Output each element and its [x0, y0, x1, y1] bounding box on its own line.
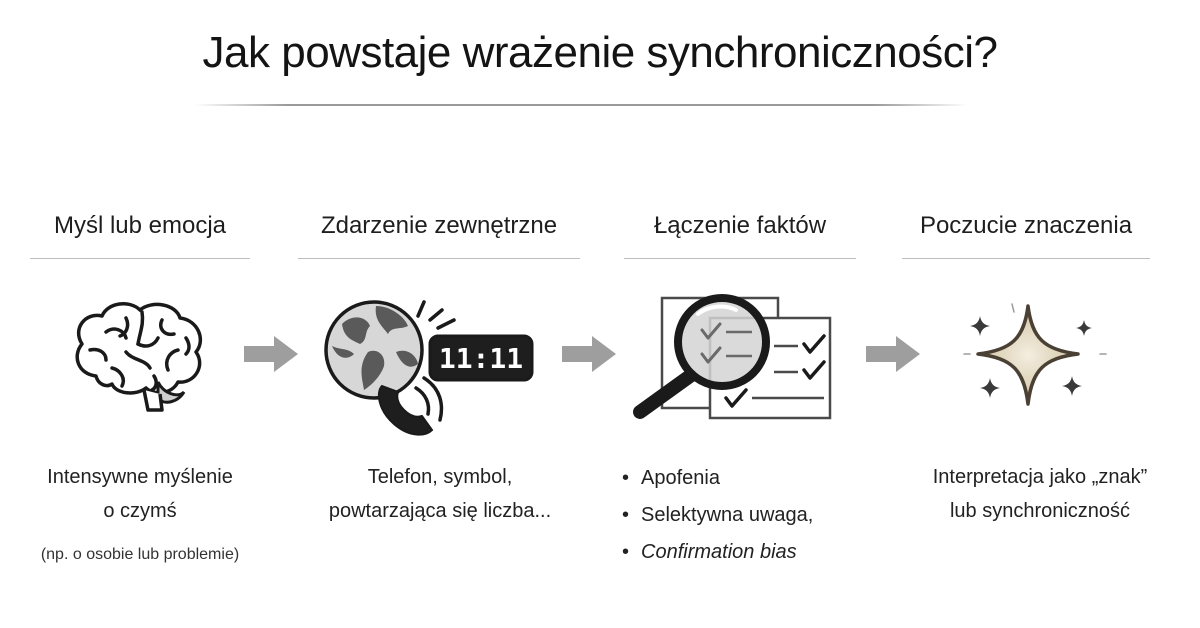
step-2-heading: Zdarzenie zewnętrzne: [320, 212, 558, 239]
arrow-right-icon: [560, 334, 618, 374]
step-1-heading: Myśl lub emocja: [53, 212, 227, 239]
arrow-right-icon: [242, 334, 300, 374]
step-1-note: (np. o osobie lub problemie): [40, 546, 240, 563]
brain-icon: [66, 298, 212, 418]
step-2-divider: [298, 258, 580, 259]
list-item: • Selektywna uwaga,: [622, 497, 813, 534]
step-1-desc-line1: Intensywne myślenie: [47, 466, 233, 488]
step-4-heading: Poczucie znaczenia: [919, 212, 1133, 239]
list-item: • Confirmation bias: [622, 534, 813, 571]
magnifier-checklist-icon: [628, 292, 838, 426]
page-title: Jak powstaje wrażenie synchroniczności?: [202, 28, 998, 77]
step-3-bullet-list: [622, 460, 813, 571]
list-item: • Apofenia: [622, 460, 813, 497]
step-4-desc-line2: lub synchroniczność: [949, 500, 1131, 522]
step-2-desc-line1: Telefon, symbol,: [367, 466, 513, 488]
arrow-right-icon: [864, 334, 922, 374]
globe-phone-clock-icon: [318, 290, 540, 440]
title-divider: [195, 104, 967, 106]
step-4-desc-line1: Interpretacja jako „znak”: [932, 466, 1148, 488]
step-3-divider: [624, 258, 856, 259]
clock-display: 11:11: [438, 342, 524, 375]
sparkle-icon: [960, 298, 1110, 412]
step-4-divider: [902, 258, 1150, 259]
step-1-desc-line2: o czymś: [103, 500, 177, 522]
step-1-divider: [30, 258, 250, 259]
step-3-heading: Łączenie faktów: [653, 212, 827, 239]
step-2-desc-line2: powtarzająca się liczba...: [328, 500, 552, 522]
